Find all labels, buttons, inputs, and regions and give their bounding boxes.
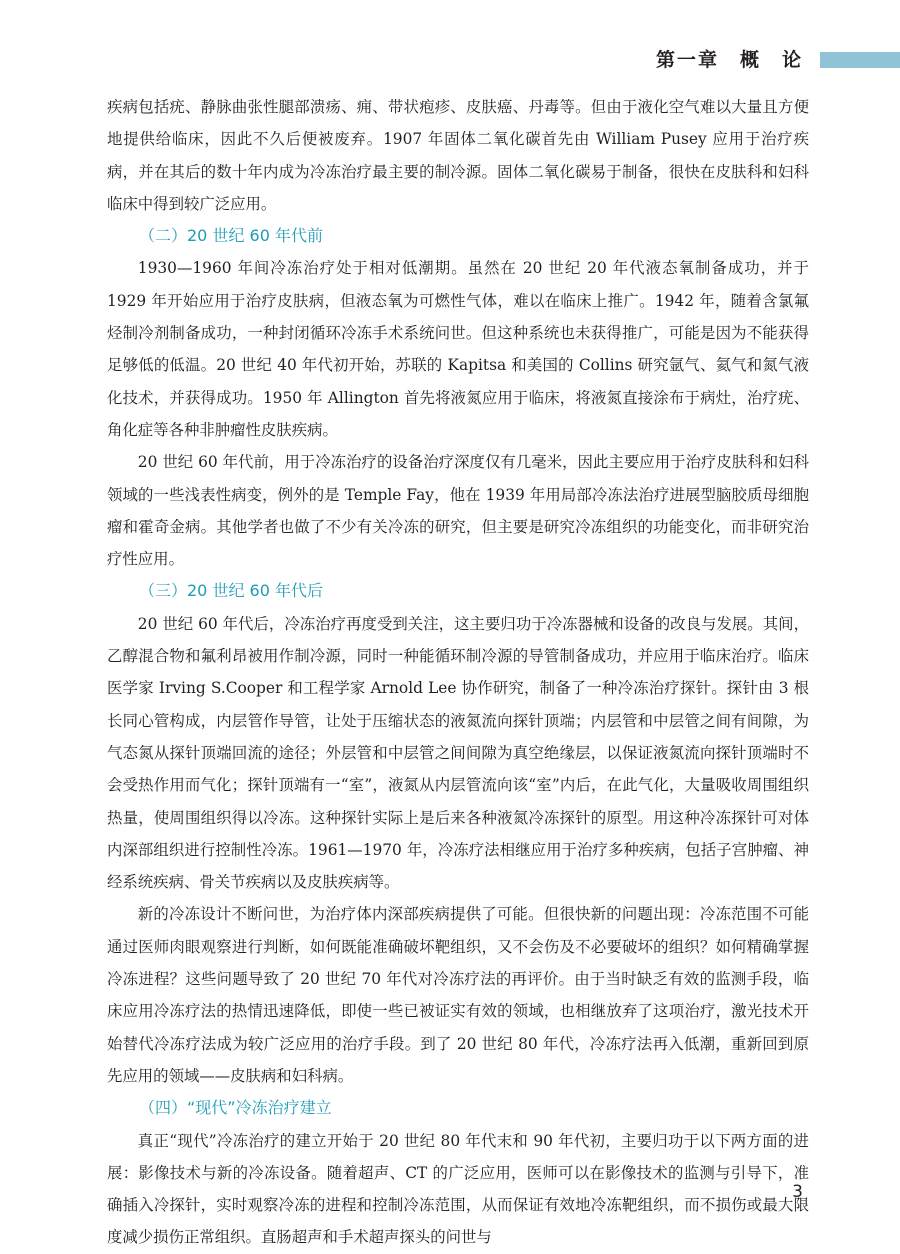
page-body bbox=[107, 91, 809, 1254]
body-paragraph: 1930—1960 年间冷冻治疗处于相对低潮期。虽然在 20 世纪 20 年代液态氧制备成功，并于 1929 年开始应用于治疗皮肤病，但液态氧为可燃性气体，难以在临床上推广。1942 年，随着含氯氟烃制冷剂制备成功，一种封闭循环冷冻手术系统问世。但这种系统也未获得推广，可能是因为不能获得足够低的低温。20 世纪 40 年代初开始，苏联的 Kapitsa 和美国的 Collins 研究氩气、氦气和氮气液化技术，并获得成功。1950 年 Allington 首先将液氮应用于临床，将液氮直接涂布于病灶，治疗疣、角化症等各种非肿瘤性皮肤疾病。 bbox=[107, 259, 809, 439]
section-heading: （三）20 世纪 60 年代后 bbox=[139, 581, 323, 601]
body-paragraph: 20 世纪 60 年代前，用于冷冻治疗的设备治疗深度仅有几毫米，因此主要应用于治疗皮肤科和妇科领域的一些浅表性病变，例外的是 Temple Fay，他在 1939 年用局部冷冻法治疗进展型脑胶质母细胞瘤和霍奇金病。其他学者也做了不少有关冷冻的研究，但主要是研究冷冻组织的功能变化，而非研究治疗性应用。 bbox=[107, 453, 809, 569]
body-paragraph: 疾病包括疣、静脉曲张性腿部溃疡、痈、带状疱疹、皮肤癌、丹毒等。但由于液化空气难以大量且方便地提供给临床，因此不久后便被废弃。1907 年固体二氧化碳首先由 William Pusey 应用于治疗疾病，并在其后的数十年内成为冷冻治疗最主要的制冷源。固体二氧化碳易于制备，很快在皮肤科和妇科临床中得到较广泛应用。 bbox=[107, 98, 809, 213]
section-heading: （四）“现代”冷冻治疗建立 bbox=[139, 1098, 332, 1118]
section-heading: （二）20 世纪 60 年代前 bbox=[139, 226, 323, 246]
running-header bbox=[0, 47, 900, 73]
header-accent-bar bbox=[820, 52, 900, 68]
body-paragraph: 真正“现代”冷冻治疗的建立开始于 20 世纪 80 年代末和 90 年代初，主要归功于以下两方面的进展：影像技术与新的冷冻设备。随着超声、CT 的广泛应用，医师可以在影像技术的监测与引导下，准确插入冷探针，实时观察冷冻的进程和控制冷冻范围，从而保证有效地冷冻靶组织，而不损伤或最大限度减少损伤正常组织。直肠超声和手术超声探头的问世与 bbox=[107, 1131, 809, 1247]
chapter-title: 第一章 概 论 bbox=[655, 49, 803, 71]
body-paragraph: 新的冷冻设计不断问世，为治疗体内深部疾病提供了可能。但很快新的问题出现：冷冻范围不可能通过医师肉眼观察进行判断，如何既能准确破坏靶组织，又不会伤及不必要破坏的组织？如何精确掌握冷冻进程？这些问题导致了 20 世纪 70 年代对冷冻疗法的再评价。由于当时缺乏有效的监测手段，临床应用冷冻疗法的热情迅速降低，即使一些已被证实有效的领域，也相继放弃了这项治疗，激光技术开始替代冷冻疗法成为较广泛应用的治疗手段。到了 20 世纪 80 年代，冷冻疗法再入低潮，重新回到原先应用的领域——皮肤病和妇科病。 bbox=[107, 905, 809, 1085]
page-number: 3 bbox=[792, 1182, 803, 1202]
body-paragraph: 20 世纪 60 年代后，冷冻治疗再度受到关注，这主要归功于冷冻器械和设备的改良与发展。其间，乙醇混合物和氟利昂被用作制冷源，同时一种能循环制冷源的导管制备成功，并应用于临床治疗。临床医学家 Irving S.Cooper 和工程学家 Arnold Lee 协作研究，制备了一种冷冻治疗探针。探针由 3 根长同心管构成，内层管作导管，让处于压缩状态的液氮流向探针顶端；内层管和中层管之间有间隙，为气态氮从探针顶端回流的途径；外层管和中层管之间间隙为真空绝缘层，以保证液氮流向探针顶端时不会受热作用而气化；探针顶端有一“室”，液氮从内层管流向该“室”内后，在此气化，大量吸收周围组织热量，使周围组织得以冷冻。这种探针实际上是后来各种液氮冷冻探针的原型。用这种冷冻探针可对体内深部组织进行控制性冷冻。1961—1970 年，冷冻疗法相继应用于治疗多种疾病，包括子宫肿瘤、神经系统疾病、骨关节疾病以及皮肤疾病等。 bbox=[107, 614, 809, 892]
